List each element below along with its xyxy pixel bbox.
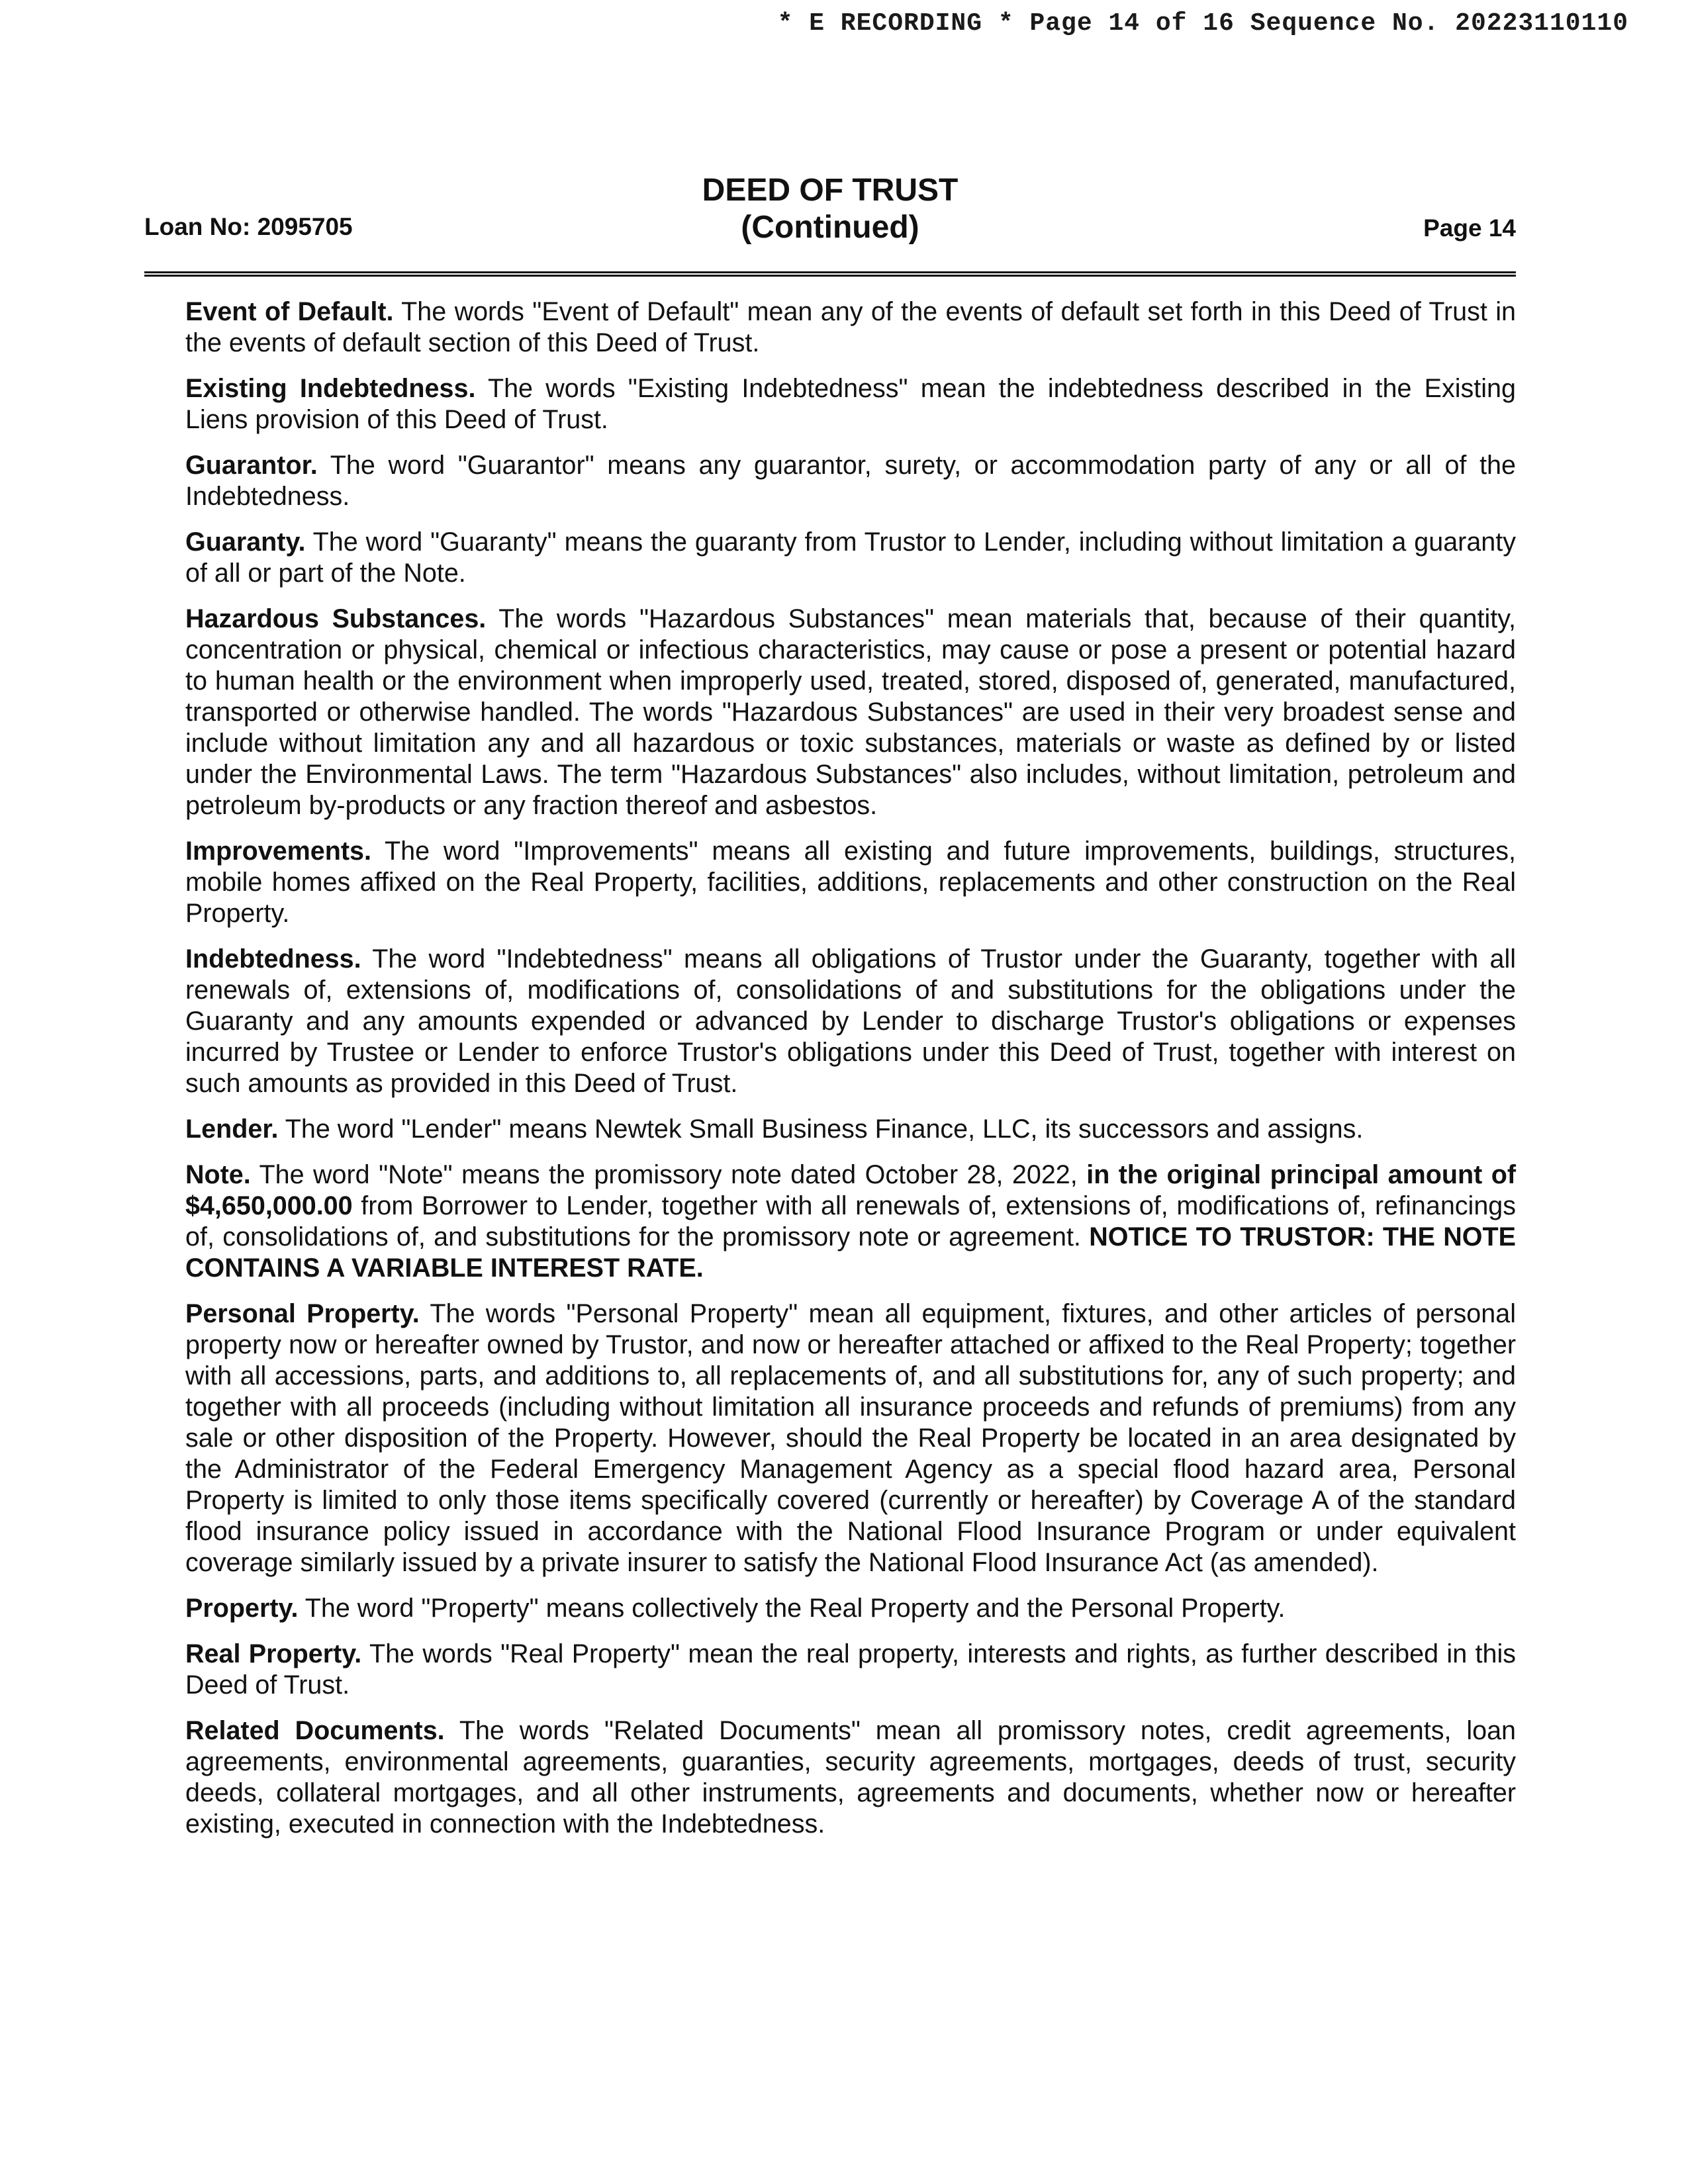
document-title-main: DEED OF TRUST — [702, 173, 959, 208]
definition-term: Real Property. — [185, 1639, 362, 1668]
definition-term: Indebtedness. — [185, 944, 361, 974]
definition-term: Event of Default. — [185, 297, 394, 326]
definition-text: The word "Guarantor" means any guarantor, surety, or accommodation party of any or all of the Indebtedness. — [185, 451, 1516, 511]
definition-term: Guarantor. — [185, 451, 318, 480]
page-header — [144, 172, 1516, 251]
page-number: Page 14 — [1423, 214, 1516, 242]
variable-rate-notice: NOTICE TO TRUSTOR: THE NOTE CONTAINS A VARIABLE INTEREST RATE. — [185, 1222, 1516, 1283]
definition-term: Guaranty. — [185, 527, 306, 557]
definition-guaranty — [185, 527, 1516, 589]
document-title-continued: (Continued) — [741, 210, 919, 245]
definition-text: The word "Guaranty" means the guaranty from Trustor to Lender, including without limitation a guaranty of all or part of the Note. — [185, 527, 1516, 588]
definition-text: The words "Hazardous Substances" mean materials that, because of their quantity, concentration or physical, chemical or infectious characteristics, may cause or pose a present or potential hazard to human health or the environment when improperly used, treated, stored, disposed of, generated, manufactured, transported or otherwise handled. The words "Hazardous Substances" are used in their very broadest sense and include without limitation any and all hazardous or toxic substances, materials or waste as defined by or listed under the Environmental Laws. The term "Hazardous Substances" also includes, without limitation, petroleum and petroleum by-products or any fraction thereof and asbestos. — [185, 604, 1516, 820]
definition-note — [185, 1160, 1516, 1284]
definition-text: The words "Event of Default" mean any of the events of default set forth in this Deed of Trust in the events of default section of this Deed of Trust. — [185, 297, 1516, 357]
definition-lender — [185, 1114, 1516, 1145]
definition-term: Existing Indebtedness. — [185, 374, 476, 403]
definition-term: Personal Property. — [185, 1299, 420, 1328]
definition-text: from Borrower to Lender, together with all renewals of, extensions of, modifications of, refinancings of, consolidations of, and substitutions for the promissory note or agreement. — [185, 1191, 1517, 1251]
definition-existing-indebtedness — [185, 373, 1516, 435]
definition-property — [185, 1593, 1516, 1624]
definition-text: The words "Existing Indebtedness" mean the indebtedness described in the Existing Liens provision of this Deed of Trust. — [185, 374, 1516, 434]
principal-amount-text: in the original principal amount of $4,650,000.00 — [185, 1160, 1516, 1220]
definition-improvements — [185, 836, 1516, 929]
definition-guarantor — [185, 450, 1516, 512]
definition-term: Hazardous Substances. — [185, 604, 487, 633]
definition-related-documents — [185, 1715, 1516, 1840]
definition-real-property — [185, 1639, 1516, 1701]
definition-personal-property — [185, 1298, 1516, 1578]
definition-term: Lender. — [185, 1115, 279, 1144]
definition-text: The words "Related Documents" mean all promissory notes, credit agreements, loan agreements, environmental agreements, guaranties, security agreements, mortgages, deeds of trust, security deeds, collateral mortgages, and all other instruments, agreements and documents, whether now or hereafter existing, executed in connection with the Indebtedness. — [185, 1716, 1517, 1839]
definition-text: The word "Lender" means Newtek Small Business Finance, LLC, its successors and assigns. — [285, 1115, 1364, 1144]
definition-text: The words "Real Property" mean the real property, interests and rights, as further described in this Deed of Trust. — [185, 1639, 1517, 1700]
recording-stamp: * E RECORDING * Page 14 of 16 Sequence No. 20223110110 — [777, 9, 1628, 38]
definition-term: Note. — [185, 1160, 251, 1189]
document-title — [144, 172, 1516, 246]
definition-text: The word "Note" means the promissory note dated October 28, 2022, — [259, 1160, 1078, 1189]
definition-text: The words "Personal Property" mean all equipment, fixtures, and other articles of personal property now or hereafter owned by Trustor, and now or hereafter attached or affixed to the Real Property; together with all accessions, parts, and additions to, all replacements of, and all substitutions for, any of such property; and together with all proceeds (including without limitation all insurance proceeds and refunds of premiums) from any sale or other disposition of the Property. However, should the Real Property be located in an area designated by the Administrator of the Federal Emergency Management Agency as a special flood hazard area, Personal Property is limited to only those items specifically covered (currently or hereafter) by Coverage A of the standard flood insurance policy issued in accordance with the National Flood Insurance Program or under equivalent coverage similarly issued by a private insurer to satisfy the National Flood Insurance Act (as amended). — [185, 1299, 1516, 1577]
definition-indebtedness — [185, 944, 1516, 1099]
header-divider — [144, 271, 1516, 277]
definition-term: Related Documents. — [185, 1716, 445, 1745]
definition-text: The word "Improvements" means all existing and future improvements, buildings, structures, mobile homes affixed on the Real Property, facilities, additions, replacements and other construction on the Real Property. — [185, 837, 1516, 928]
definition-term: Property. — [185, 1594, 299, 1623]
loan-number: Loan No: 2095705 — [144, 213, 353, 240]
definition-term: Improvements. — [185, 837, 371, 866]
definition-text: The word "Property" means collectively the Real Property and the Personal Property. — [305, 1594, 1286, 1623]
definition-hazardous-substances — [185, 604, 1516, 821]
definitions-section — [185, 296, 1516, 1854]
definition-text: The word "Indebtedness" means all obligations of Trustor under the Guaranty, together with all renewals of, extensions of, modifications of, consolidations of and substitutions for the obligations under the Guaranty and any amounts expended or advanced by Lender to discharge Trustor's obligations or expenses incurred by Trustee or Lender to enforce Trustor's obligations under this Deed of Trust, together with interest on such amounts as provided in this Deed of Trust. — [185, 944, 1516, 1098]
definition-event-of-default — [185, 296, 1516, 359]
